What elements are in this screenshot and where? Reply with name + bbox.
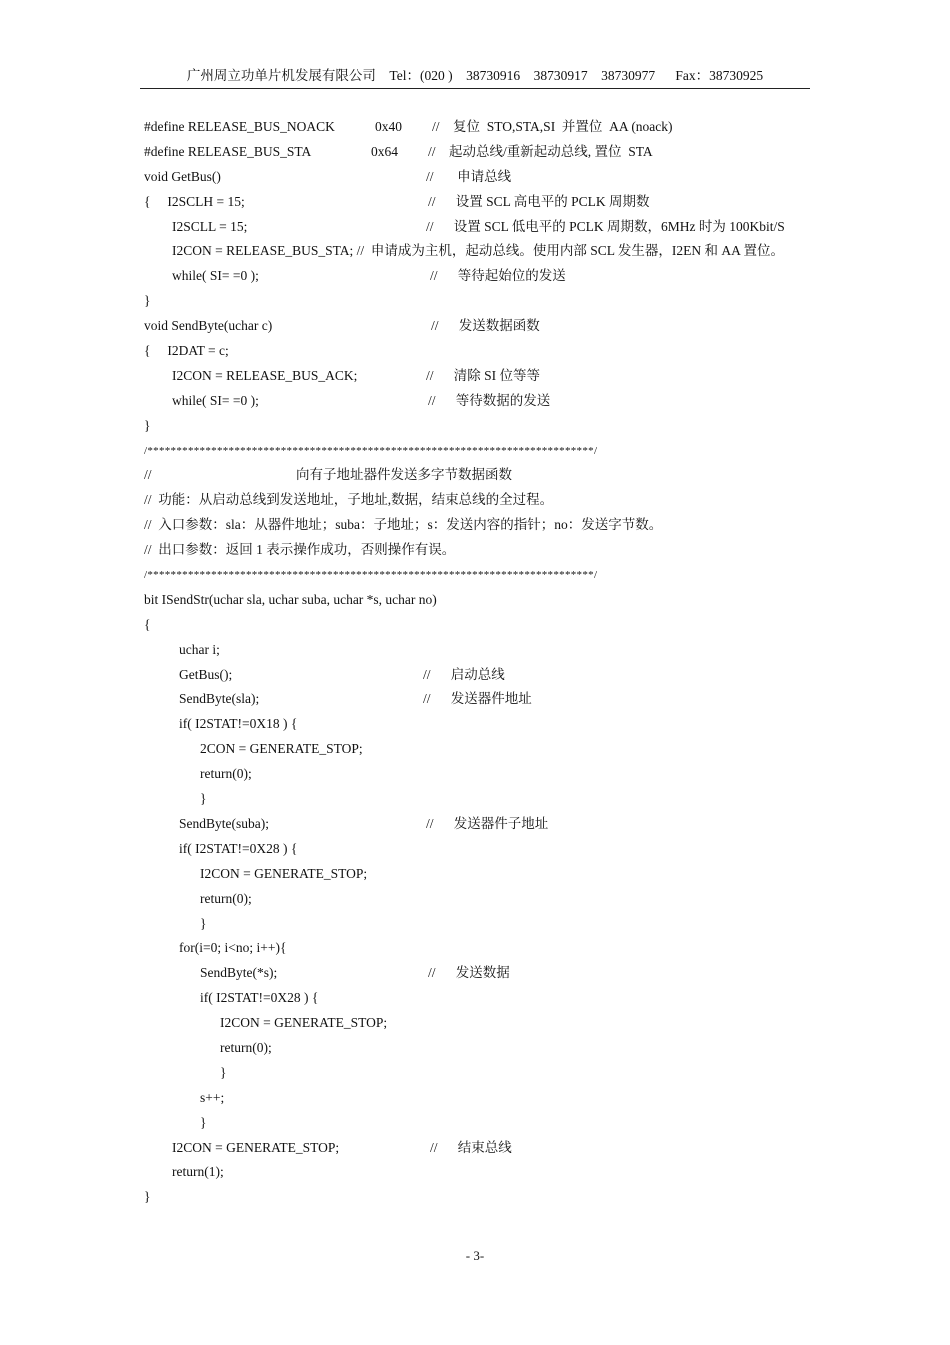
code-text: return(1); xyxy=(172,1164,224,1180)
code-line xyxy=(144,117,814,142)
code-text: return(0); xyxy=(200,766,252,782)
code-line xyxy=(144,465,814,490)
code-text: SendByte(sla); xyxy=(179,691,260,707)
code-text: I2CON = GENERATE_STOP; xyxy=(172,1139,340,1155)
code-line xyxy=(144,988,814,1013)
code-text: SendByte(suba); xyxy=(179,815,269,831)
code-text: GetBus(); xyxy=(179,666,233,682)
code-text: } xyxy=(144,1189,151,1205)
code-line xyxy=(144,366,814,391)
code-text: } xyxy=(144,293,151,309)
code-line xyxy=(144,814,814,839)
code-comment: // 发送数据 xyxy=(428,965,510,981)
code-text: return(0); xyxy=(220,1039,272,1055)
code-line xyxy=(144,714,814,739)
code-line xyxy=(144,1088,814,1113)
code-text: void GetBus() xyxy=(144,168,221,184)
code-line xyxy=(144,565,814,590)
code-text: I2CON = RELEASE_BUS_STA; // 申请成为主机，起动总线。使用内部 SCL 发生器，I2EN 和 AA 置位。 xyxy=(172,243,785,259)
code-text: } xyxy=(144,417,151,433)
code-comment: // 发送数据函数 xyxy=(431,318,540,334)
code-text: // xyxy=(144,467,152,483)
code-line xyxy=(144,241,814,266)
code-line xyxy=(144,739,814,764)
code-comment: // 发送器件地址 xyxy=(423,691,532,707)
define-value: 0x64 xyxy=(371,143,398,159)
code-line xyxy=(144,416,814,441)
code-text: while( SI= =0 ); xyxy=(172,392,259,408)
code-line xyxy=(144,1138,814,1163)
code-line xyxy=(144,764,814,789)
code-line xyxy=(144,938,814,963)
code-line xyxy=(144,640,814,665)
code-line xyxy=(144,1187,814,1212)
code-comment: // 等待起始位的发送 xyxy=(430,268,566,284)
code-text: void SendByte(uchar c) xyxy=(144,318,273,334)
code-text: if( I2STAT!=0X18 ) { xyxy=(179,716,298,732)
code-text: s++; xyxy=(200,1089,225,1105)
code-text: { xyxy=(144,616,151,632)
code-comment: // 复位 STO,STA,SI 并置位 AA (noack) xyxy=(432,119,673,134)
code-text: } xyxy=(200,915,207,931)
code-comment: // 设置 SCL 高电平的 PCLK 周期数 xyxy=(428,193,650,209)
code-listing xyxy=(144,117,814,1212)
code-comment: // 启动总线 xyxy=(423,666,505,682)
code-text: // 出口参数：返回 1 表示操作成功，否则操作有误。 xyxy=(144,542,456,558)
code-line xyxy=(144,540,814,565)
code-text: if( I2STAT!=0X28 ) { xyxy=(179,840,298,856)
code-text: { I2DAT = c; xyxy=(144,343,229,359)
code-comment: // 设置 SCL 低电平的 PCLK 周期数，6MHz 时为 100Kbit/S xyxy=(426,218,785,234)
code-line xyxy=(144,590,814,615)
code-line xyxy=(144,441,814,466)
code-line xyxy=(144,291,814,316)
page-number: - 3- xyxy=(465,1248,485,1263)
code-text: for(i=0; i<no; i++){ xyxy=(179,940,287,956)
code-line xyxy=(144,490,814,515)
code-line xyxy=(144,889,814,914)
code-line xyxy=(144,839,814,864)
code-line xyxy=(144,963,814,988)
code-text: 2CON = GENERATE_STOP; xyxy=(200,741,363,757)
code-line xyxy=(144,665,814,690)
code-text: SendByte(*s); xyxy=(200,965,278,981)
code-line xyxy=(144,864,814,889)
code-text: } xyxy=(200,1114,207,1130)
header-text: 广州周立功单片机发展有限公司 Tel：(020 ) 38730916 38730917 38730977 Fax：38730925 xyxy=(186,68,764,83)
code-comment: // 等待数据的发送 xyxy=(428,392,551,408)
code-comment: // 起动总线/重新起动总线, 置位 STA xyxy=(428,143,653,159)
code-line xyxy=(144,789,814,814)
code-text: return(0); xyxy=(200,890,252,906)
code-text: while( SI= =0 ); xyxy=(172,268,259,284)
code-text: I2CON = GENERATE_STOP; xyxy=(200,865,368,881)
code-line xyxy=(144,192,814,217)
code-line xyxy=(144,515,814,540)
code-text: /*****************************************************************************/ xyxy=(144,569,598,582)
code-line xyxy=(144,689,814,714)
code-text: if( I2STAT!=0X28 ) { xyxy=(200,990,319,1006)
code-line xyxy=(144,266,814,291)
code-text: I2CON = RELEASE_BUS_ACK; xyxy=(172,367,358,383)
code-line xyxy=(144,914,814,939)
code-text: I2SCLL = 15; xyxy=(172,218,248,234)
code-line xyxy=(144,391,814,416)
page-header xyxy=(140,66,810,89)
code-line xyxy=(144,1013,814,1038)
code-line xyxy=(144,1063,814,1088)
code-line xyxy=(144,316,814,341)
define-value: 0x40 xyxy=(375,119,402,134)
code-line xyxy=(144,167,814,192)
code-line xyxy=(144,1162,814,1187)
code-text: uchar i; xyxy=(179,641,220,657)
code-line xyxy=(144,142,814,167)
code-text: } xyxy=(200,791,207,807)
code-text: /*****************************************************************************/ xyxy=(144,444,598,457)
code-text: // 入口参数：sla：从器件地址；suba：子地址；s：发送内容的指针；no：发送字节数。 xyxy=(144,517,663,533)
code-text: #define RELEASE_BUS_NOACK xyxy=(144,119,335,134)
code-text: // 功能：从启动总线到发送地址，子地址,数据，结束总线的全过程。 xyxy=(144,492,554,508)
code-text: { I2SCLH = 15; xyxy=(144,193,245,209)
code-comment: // 申请总线 xyxy=(426,168,512,184)
code-text: bit ISendStr(uchar sla, uchar suba, uchar *s, uchar no) xyxy=(144,591,437,607)
code-line xyxy=(144,341,814,366)
code-comment: // 清除 SI 位等等 xyxy=(426,367,541,383)
code-line xyxy=(144,615,814,640)
code-line xyxy=(144,1038,814,1063)
code-comment: 向有子地址器件发送多字节数据函数 xyxy=(296,467,512,483)
code-text: #define RELEASE_BUS_STA xyxy=(144,143,312,159)
code-text: } xyxy=(220,1064,227,1080)
code-text: I2CON = GENERATE_STOP; xyxy=(220,1015,388,1031)
code-comment: // 发送器件子地址 xyxy=(426,815,549,831)
code-line xyxy=(144,1113,814,1138)
code-line xyxy=(144,217,814,242)
code-comment: // 结束总线 xyxy=(430,1139,512,1155)
